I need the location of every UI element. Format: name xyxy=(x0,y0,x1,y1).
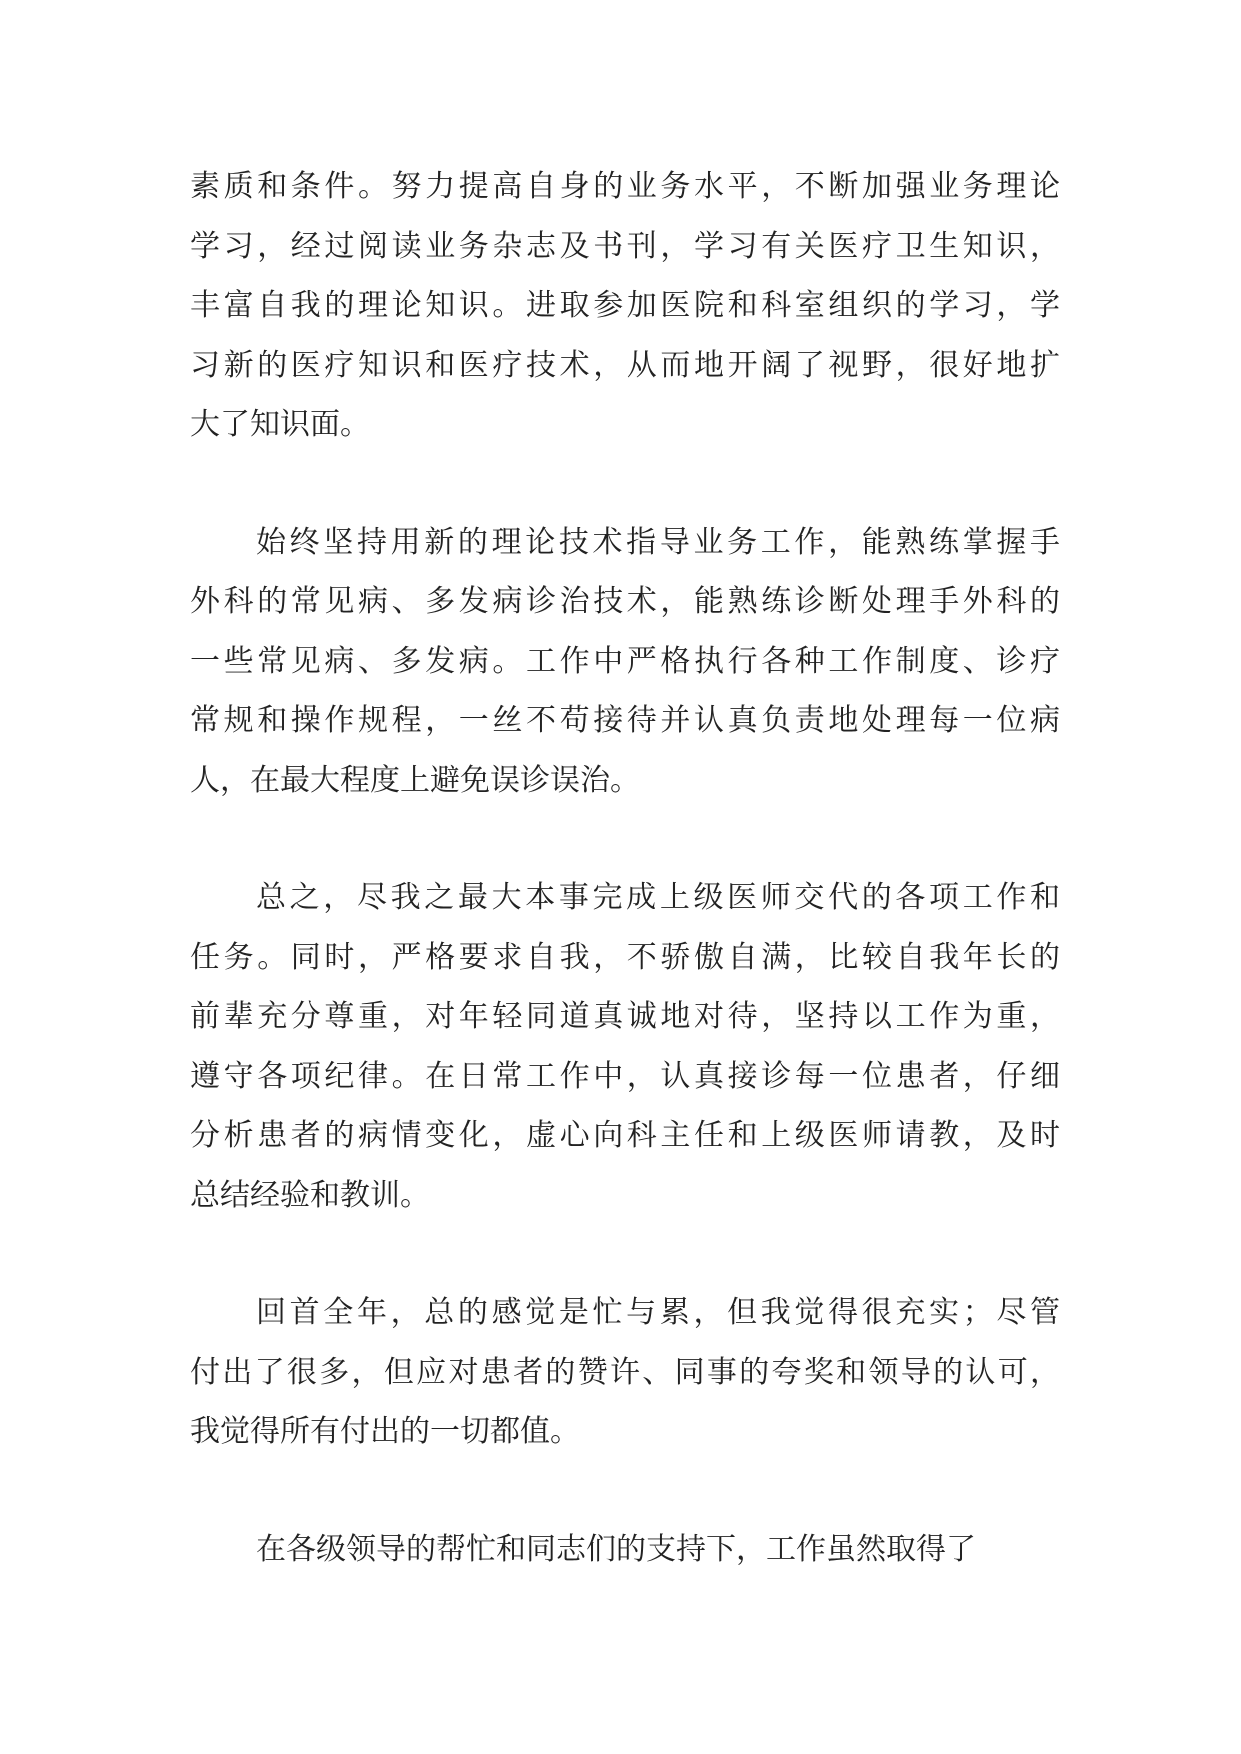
text-line: 付出了很多，但应对患者的赞许、同事的夸奖和领导的认可， xyxy=(190,1354,1060,1390)
paragraph-2 xyxy=(190,513,1060,811)
text-line: 外科的常见病、多发病诊治技术，能熟练诊断处理手外科的 xyxy=(190,584,1060,619)
text-line: 我觉得所有付出的一切都值。 xyxy=(190,1414,580,1449)
paragraph-5 xyxy=(190,1520,1060,1580)
text-line: 学习，经过阅读业务杂志及书刊，学习有关医疗卫生知识， xyxy=(190,228,1060,264)
text-line: 一些常见病、多发病。工作中严格执行各种工作制度、诊疗 xyxy=(190,643,1060,679)
text-line: 任务。同时，严格要求自我，不骄傲自满，比较自我年长的 xyxy=(190,939,1060,975)
text-line: 素质和条件。努力提高自身的业务水平，不断加强业务理论 xyxy=(190,169,1060,204)
paragraph-3 xyxy=(190,868,1060,1225)
text-line: 始终坚持用新的理论技术指导业务工作，能熟练掌握手 xyxy=(256,524,1060,560)
text-line: 总之，尽我之最大本事完成上级医师交代的各项工作和 xyxy=(256,880,1060,915)
text-line: 总结经验和教训。 xyxy=(190,1177,430,1213)
text-line: 习新的医疗知识和医疗技术，从而地开阔了视野，很好地扩 xyxy=(190,347,1060,383)
text-line: 遵守各项纪律。在日常工作中，认真接诊每一位患者，仔细 xyxy=(190,1058,1060,1094)
paragraph-4 xyxy=(190,1283,1060,1462)
text-line: 大了知识面。 xyxy=(190,407,370,442)
text-line: 分析患者的病情变化，虚心向科主任和上级医师请教，及时 xyxy=(190,1118,1060,1153)
text-line: 前辈充分尊重，对年轻同道真诚地对待，坚持以工作为重， xyxy=(190,999,1060,1034)
document-body xyxy=(190,157,1060,1637)
text-line: 在各级领导的帮忙和同志们的支持下，工作虽然取得了 xyxy=(256,1531,976,1567)
text-line: 常规和操作规程，一丝不苟接待并认真负责地处理每一位病 xyxy=(190,703,1060,738)
text-line: 回首全年，总的感觉是忙与累，但我觉得很充实；尽管 xyxy=(256,1295,1060,1330)
paragraph-1 xyxy=(190,157,1060,455)
text-line: 丰富自我的理论知识。进取参加医院和科室组织的学习，学 xyxy=(190,288,1060,323)
text-line: 人，在最大程度上避免误诊误治。 xyxy=(190,762,640,798)
